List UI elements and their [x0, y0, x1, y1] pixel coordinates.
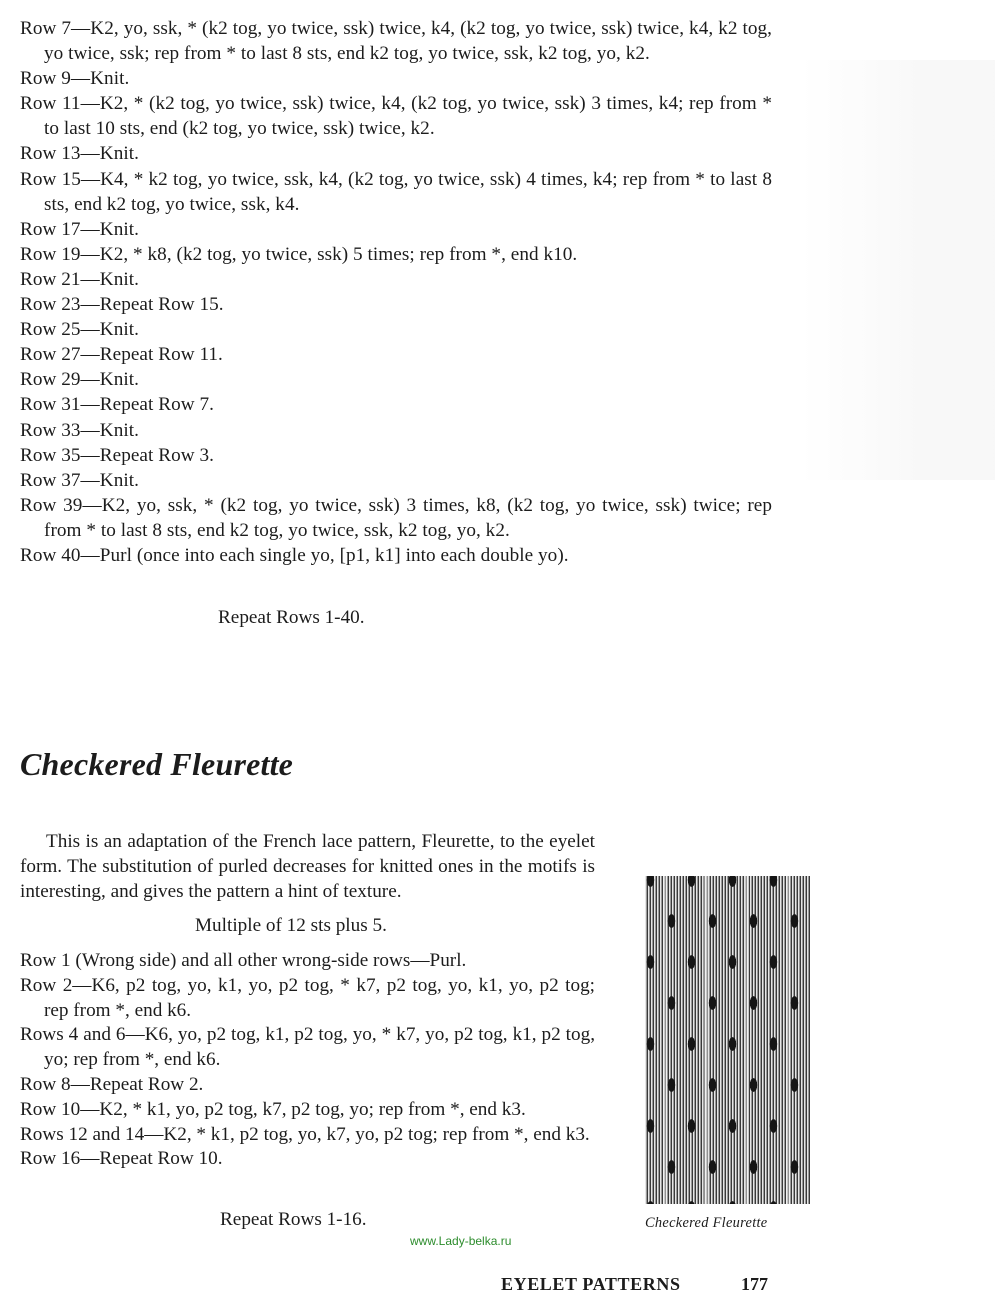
- page-edge-shading: [800, 60, 995, 480]
- instruction-row: Row 40—Purl (once into each single yo, [p1, k1] into each double yo).: [20, 544, 569, 566]
- instruction-row: Row 31—Repeat Row 7.: [20, 394, 214, 416]
- instruction-row: Row 27—Repeat Row 11.: [20, 344, 223, 366]
- instruction-row: Row 7—K2, yo, ssk, * (k2 tog, yo twice, ssk) twice, k4, (k2 tog, yo twice, ssk) twice, k4, k2 tog, yo twice, ssk; rep from * to last 8 sts, end k2 tog, yo twice, ssk, k2 tog, yo, k2.: [20, 18, 772, 65]
- instruction-row: Row 11—K2, * (k2 tog, yo twice, ssk) twice, k4, (k2 tog, yo twice, ssk) 3 times, k4; rep from * to last 10 sts, end (k2 tog, yo twice, ssk) twice, k2.: [20, 93, 772, 140]
- instruction-row: Rows 12 and 14—K2, * k1, p2 tog, yo, k7, yo, p2 tog; rep from *, end k3.: [20, 1123, 590, 1145]
- section-title: Checkered Fleurette: [20, 746, 294, 782]
- previous-pattern-repeat-note: Repeat Rows 1-40.: [218, 607, 365, 628]
- instruction-row: Row 2—K6, p2 tog, yo, k1, yo, p2 tog, * k7, p2 tog, yo, k1, yo, p2 tog; rep from *, end k6.: [20, 974, 595, 1021]
- instruction-row: Row 37—Knit.: [20, 469, 139, 491]
- instruction-row: Row 1 (Wrong side) and all other wrong-side rows—Purl.: [20, 950, 467, 971]
- watermark-url: www.Lady-belka.ru: [410, 1234, 512, 1248]
- instruction-row: Row 8—Repeat Row 2.: [20, 1073, 204, 1095]
- instruction-row: Row 10—K2, * k1, yo, p2 tog, k7, p2 tog, yo; rep from *, end k3.: [20, 1098, 526, 1120]
- stitch-multiple: Multiple of 12 sts plus 5.: [195, 915, 387, 936]
- swatch-caption: Checkered Fleurette: [645, 1215, 768, 1231]
- instruction-row: Row 23—Repeat Row 15.: [20, 294, 224, 316]
- instruction-row: Row 21—Knit.: [20, 268, 139, 290]
- instruction-row: Row 9—Knit.: [20, 68, 130, 90]
- page-number: 177: [741, 1274, 768, 1294]
- instruction-row: Row 29—Knit.: [20, 369, 139, 391]
- instruction-row: Row 35—Repeat Row 3.: [20, 444, 214, 466]
- instruction-row: Rows 4 and 6—K6, yo, p2 tog, k1, p2 tog, yo, * k7, yo, p2 tog, k1, p2 tog, yo; rep from *, end k6.: [20, 1024, 595, 1071]
- instruction-row: Row 15—K4, * k2 tog, yo twice, ssk, k4, (k2 tog, yo twice, ssk) 4 times, k4; rep from * to last 8 sts, end k2 tog, yo twice, ssk, k4.: [20, 168, 772, 215]
- checkered-fleurette-instructions: [20, 949, 595, 1172]
- previous-pattern-instructions: [20, 16, 772, 568]
- section-intro-paragraph: This is an adaptation of the French lace pattern, Fleurette, to the eyelet form. The substitution of purled decreases for knitted ones in the motifs is interesting, and gives the pattern a hint of texture.: [20, 831, 595, 903]
- checkered-fleurette-repeat-note: Repeat Rows 1-16.: [220, 1209, 367, 1230]
- instruction-row: Row 33—Knit.: [20, 419, 139, 441]
- instruction-row: Row 25—Knit.: [20, 319, 139, 341]
- running-footer-section: EYELET PATTERNS: [501, 1274, 681, 1294]
- instruction-row: Row 17—Knit.: [20, 218, 139, 240]
- instruction-row: Row 39—K2, yo, ssk, * (k2 tog, yo twice, ssk) 3 times, k8, (k2 tog, yo twice, ssk) twice; rep from * to last 8 sts, end k2 tog, yo twice, ssk, k2 tog, yo, k2.: [20, 494, 772, 541]
- instruction-row: Row 16—Repeat Row 10.: [20, 1148, 223, 1170]
- knitted-swatch-photo: [645, 876, 810, 1204]
- instruction-row: Row 13—Knit.: [20, 143, 139, 165]
- instruction-row: Row 19—K2, * k8, (k2 tog, yo twice, ssk) 5 times; rep from *, end k10.: [20, 243, 578, 265]
